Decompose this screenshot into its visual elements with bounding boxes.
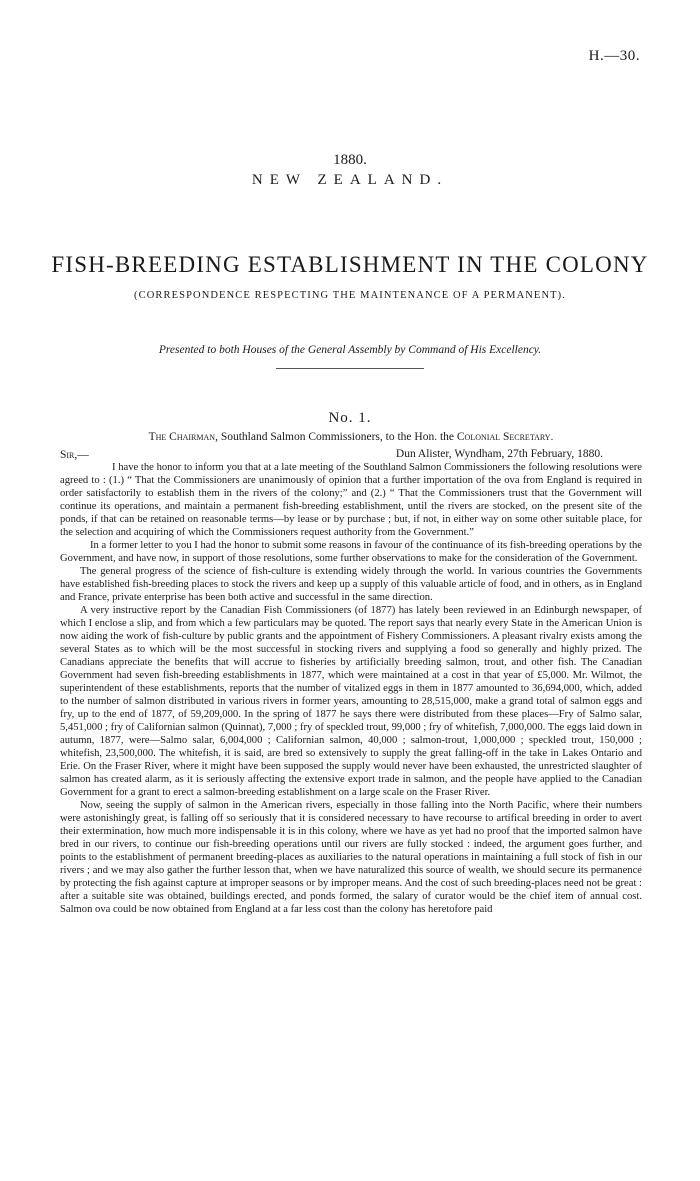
document-year: 1880. [333, 152, 367, 168]
dateline: Dun Alister, Wyndham, 27th February, 1880. [395, 448, 603, 460]
letter-body [60, 461, 642, 916]
paragraph-1: I have the honor to inform you that at a late meeting of the Southland Salmon Commissioners the following resolutions were agreed to : (1.) “ That the Commissioners are unanimously of opinion that a further importation of the ova from England is required in order satisfactorily to establish them in the rivers of the colony;” and (2.) “ That the Commissioners trust that the Government will continue its operations, and maintain a permanent fish-breeding establishment, until the rivers are stocked, on the present site of the ponds, if that can be retained on reasonable terms—by lease or by purchase ; but, if not, in either way on some other suitable place, for the selection and acquiring of which the Commissioners request authority from the Government.” [60, 462, 642, 538]
letter-number: No. 1. [328, 410, 372, 426]
recipient-title: Colonial Secretary [456, 431, 551, 443]
paragraph-4: A very instructive report by the Canadian Fish Commissioners (of 1877) has lately been reviewed in an Edinburgh newspaper, of which I enclose a slip, and from which a few particulars may be quoted. The report says that nearly every State in the American Union is now aiding the work of fish-culture by public grants and the appointment of Fishery Commissioners. A pleasant rivalry exists among the several States as to which will be the most successful in stocking rivers and supplying a food so generally and highly prized. The Canadians appreciate the benefits that will accrue to fisheries by artificially breeding salmon, trout, and other fish. The Canadian Government had seven fish-breeding establishments in 1877, which were maintained at a cost in that year of £5,000. Mr. Wilmot, the superintendent of these establishments, reports that the number of vitalized eggs in them in 1877 amounted to 36,694,000, which, added to the number of salmon distributed in various rivers in former years, amounting to 28,515,000, make a grand total of salmon eggs and fry, up to the end of 1877, of 59,209,000. In the spring of 1877 he says there were distributed from these places—Fry of Salmo salar, 5,451,000 ; fry of Californian salmon (Quinnat), 7,000 ; fry of speckled trout, 99,000 ; fry of whitefish, 7,000,000. The eggs laid down in autumn, 1877, were—Salmo salar, 6,004,000 ; Californian salmon, 40,000 ; salmon-trout, 1,000,000 ; speckled trout, 150,000 ; whitefish, 23,500,000. The whitefish, it is said, are bred so extensively to supply the great falling-off in the take in Lakes Ontario and Erie. On the Fraser River, where it might have been supposed the supply would never have been exhausted, the unrestricted slaughter of salmon has created alarm, as it is seriously affecting the extensive export trade in salmon, and the people have applied to the Canadian Government for a grant to erect a salmon-breeding establishment on a large scale on the Fraser River. [60, 605, 642, 798]
page-reference: H.—30. [588, 48, 640, 64]
divider-rule [276, 368, 424, 369]
heading-middle: , Southland Salmon Commissioners, to the Hon. the [215, 431, 457, 443]
paragraph-5: Now, seeing the supply of salmon in the American rivers, especially in those falling into the North Pacific, where their numbers were astonishingly great, is falling off so seriously that it is considered necessary to have recourse to artifical breeding in order to avert their extermination, how much more indispensable it is in this colony, where we have as yet had no proof that the imported salmon have bred in our rivers, to continue our fish-breeding operations until our rivers are fully stocked : indeed, the argument goes further, and points to the establishment of permanent breeding-places as auxiliaries to the natural operations in maintaining a full stock of fish in our rivers ; and we may also gather the further lesson that, when we have naturalized this source of wealth, we should secure its permanence by protecting the fish against capture at improper seasons or by improper means. And the cost of such breeding-places need not be great : after a suitable site was obtained, buildings erected, and ponds formed, the salary of curator would be the chief item of annual cost. Salmon ova could be now obtained from England at a far less cost than the colony has heretofore paid [60, 800, 642, 915]
heading-end: . [550, 431, 554, 443]
document-subtitle: (CORRESPONDENCE RESPECTING THE MAINTENANCE OF A PERMANENT). [134, 290, 566, 301]
paragraph-2: In a former letter to you I had the honor to submit some reasons in favour of the continuance of its fish-breeding operations by the Government, and have now, in support of those resolutions, some further observations to make for the consideration of the Government. [60, 540, 642, 564]
sender-title: The Chairman [148, 431, 216, 443]
document-title: FISH-BREEDING ESTABLISHMENT IN THE COLONY [51, 252, 649, 277]
letter-heading [60, 431, 642, 443]
salutation: Sir,— [60, 449, 89, 461]
country-heading: NEW ZEALAND. [251, 172, 449, 188]
presented-line: Presented to both Houses of the General Assembly by Command of His Excellency. [158, 344, 542, 356]
paragraph-3: The general progress of the science of fish-culture is extending widely through the world. In various countries the Governments have established fish-breeding places to stock the rivers and keep up a supply of this valuable article of food, and in others, as in England and France, private enterprise has been both active and successful in the same direction. [60, 566, 642, 603]
